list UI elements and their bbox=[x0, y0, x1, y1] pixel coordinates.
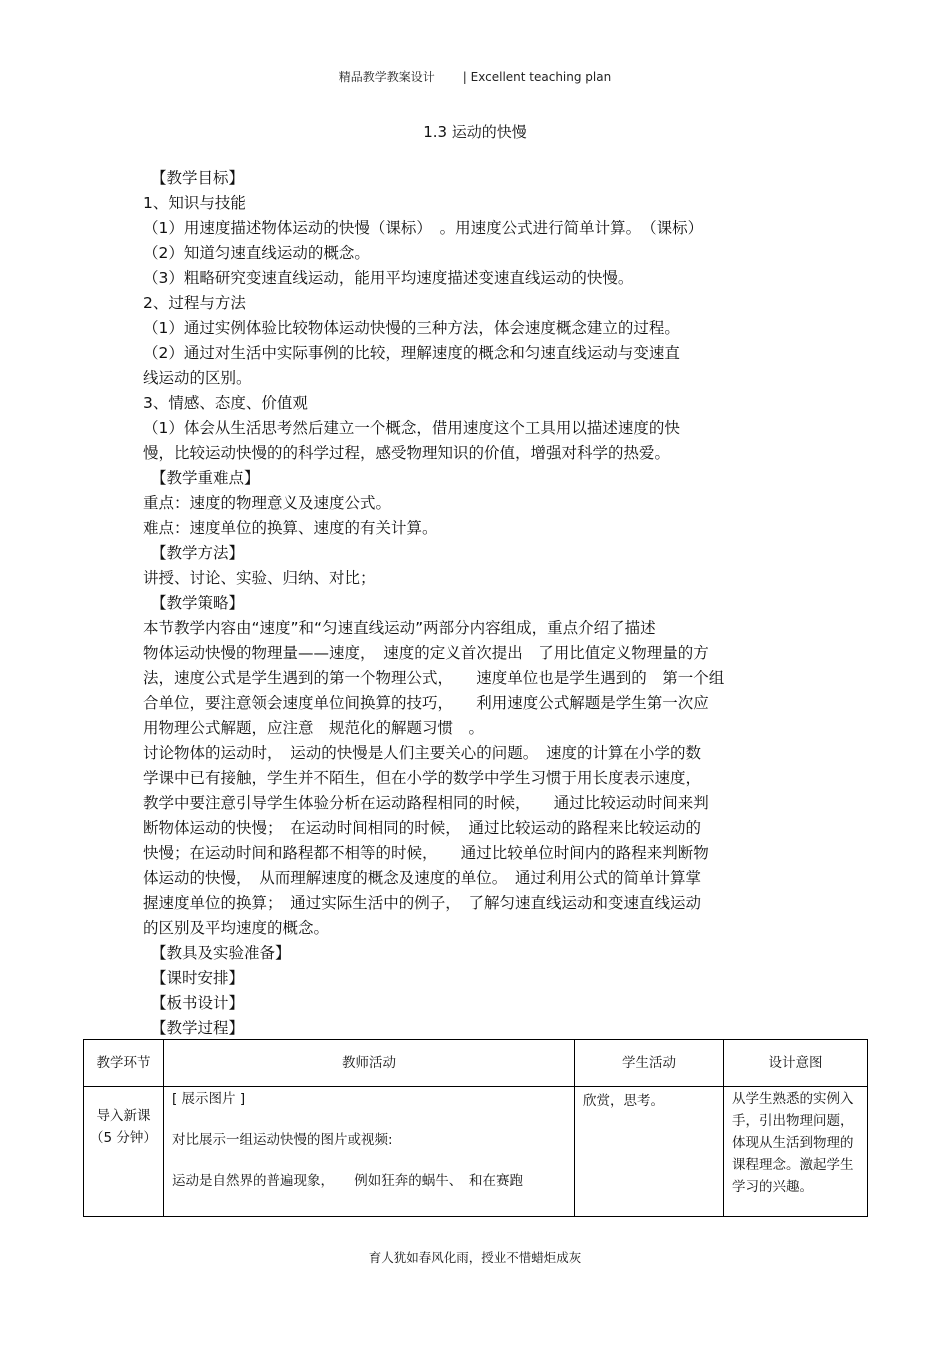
body-line: 【教学目标】 bbox=[151, 169, 245, 187]
body-line: 断物体运动的快慢； 在运动时间相同的时候， 通过比较运动的路程来比较运动的 bbox=[143, 819, 702, 837]
lesson-body bbox=[143, 166, 808, 1041]
body-line: 【教学策略】 bbox=[151, 594, 245, 612]
header-stage: 教学环节 bbox=[84, 1040, 164, 1087]
body-line: 2、过程与方法 bbox=[143, 294, 246, 312]
page-header bbox=[0, 68, 950, 85]
teacher-line: [ 展示图片 ] bbox=[172, 1091, 246, 1107]
stage-cell: 导入新课（5 分钟） bbox=[84, 1087, 164, 1217]
design-intent-cell: 从学生熟悉的实例入手，引出物理问题，体现从生活到物理的课程理念。激起学生学习的兴趣。 bbox=[724, 1087, 868, 1217]
body-line: 讲授、讨论、实验、归纳、对比； bbox=[143, 569, 376, 587]
body-line: 【板书设计】 bbox=[151, 994, 245, 1012]
body-line: 【教具及实验准备】 bbox=[151, 944, 291, 962]
body-line: 3、情感、态度、价值观 bbox=[143, 394, 308, 412]
header-left: 精品教学教案设计 bbox=[338, 70, 435, 84]
body-line: 【教学过程】 bbox=[151, 1019, 245, 1037]
body-line: 学课中已有接触，学生并不陌生，但在小学的数学中学生习惯于用长度表示速度， bbox=[143, 769, 702, 787]
body-line: 【教学重难点】 bbox=[151, 469, 260, 487]
teacher-line: 运动是自然界的普遍现象， 例如狂奔的蜗牛、 和在赛跑 bbox=[172, 1173, 523, 1189]
body-line: 慢，比较运动快慢的的科学过程，感受物理知识的价值，增强对科学的热爱。 bbox=[143, 444, 671, 462]
teacher-activity-cell bbox=[164, 1087, 575, 1217]
body-line: （2）通过对生活中实际事例的比较，理解速度的概念和匀速直线运动与变速直 bbox=[143, 344, 680, 362]
body-line: 讨论物体的运动时， 运动的快慢是人们主要关心的问题。 速度的计算在小学的数 bbox=[143, 744, 702, 762]
body-line: 线运动的区别。 bbox=[143, 369, 252, 387]
body-line: 重点：速度的物理意义及速度公式。 bbox=[143, 494, 392, 512]
body-line: 1、知识与技能 bbox=[143, 194, 246, 212]
body-line: 握速度单位的换算； 通过实际生活中的例子， 了解匀速直线运动和变速直线运动 bbox=[143, 894, 702, 912]
body-line: 【教学方法】 bbox=[151, 544, 245, 562]
body-line: 教学中要注意引导学生体验分析在运动路程相同的时候， 通过比较运动时间来判 bbox=[143, 794, 709, 812]
body-line: （3）粗略研究变速直线运动，能用平均速度描述变速直线运动的快慢。 bbox=[143, 269, 634, 287]
body-line: （1）体会从生活思考然后建立一个概念，借用速度这个工具用以描述速度的快 bbox=[143, 419, 680, 437]
body-line: 快慢；在运动时间和路程都不相等的时候， 通过比较单位时间内的路程来判断物 bbox=[143, 844, 709, 862]
student-activity-cell: 欣赏，思考。 bbox=[575, 1087, 724, 1217]
body-line: 【课时安排】 bbox=[151, 969, 245, 987]
table-row bbox=[84, 1087, 868, 1217]
header-teacher: 教师活动 bbox=[164, 1040, 575, 1087]
body-line: 体运动的快慢， 从而理解速度的概念及速度的单位。 通过利用公式的简单计算掌 bbox=[143, 869, 702, 887]
body-line: （2）知道匀速直线运动的概念。 bbox=[143, 244, 370, 262]
body-line: 的区别及平均速度的概念。 bbox=[143, 919, 330, 937]
body-line: 本节教学内容由“速度”和“匀速直线运动”两部分内容组成，重点介绍了描述 bbox=[143, 619, 656, 637]
body-line: 法，速度公式是学生遇到的第一个物理公式， 速度单位也是学生遇到的 第一个组 bbox=[143, 669, 725, 687]
body-line: 难点：速度单位的换算、速度的有关计算。 bbox=[143, 519, 438, 537]
body-line: 合单位，要注意领会速度单位间换算的技巧， 利用速度公式解题是学生第一次应 bbox=[143, 694, 709, 712]
lesson-title: 1.3 运动的快慢 bbox=[423, 123, 527, 141]
body-line: （1）通过实例体验比较物体运动快慢的三种方法，体会速度概念建立的过程。 bbox=[143, 319, 680, 337]
page-footer: 育人犹如春风化雨，授业不惜蜡炬成灰 bbox=[368, 1250, 582, 1265]
body-line: （1）用速度描述物体运动的快慢（课标） 。用速度公式进行简单计算。 （课标） bbox=[143, 219, 704, 237]
header-student: 学生活动 bbox=[575, 1040, 724, 1087]
header-right: | Excellent teaching plan bbox=[462, 70, 612, 84]
teaching-process-table bbox=[83, 1039, 868, 1217]
body-line: 用物理公式解题，应注意 规范化的解题习惯 。 bbox=[143, 719, 485, 737]
body-line: 物体运动快慢的物理量——速度， 速度的定义首次提出 了用比值定义物理量的方 bbox=[143, 644, 709, 662]
table-header-row bbox=[84, 1040, 868, 1087]
header-intent: 设计意图 bbox=[724, 1040, 868, 1087]
teacher-line: 对比展示一组运动快慢的图片或视频: bbox=[172, 1132, 393, 1148]
